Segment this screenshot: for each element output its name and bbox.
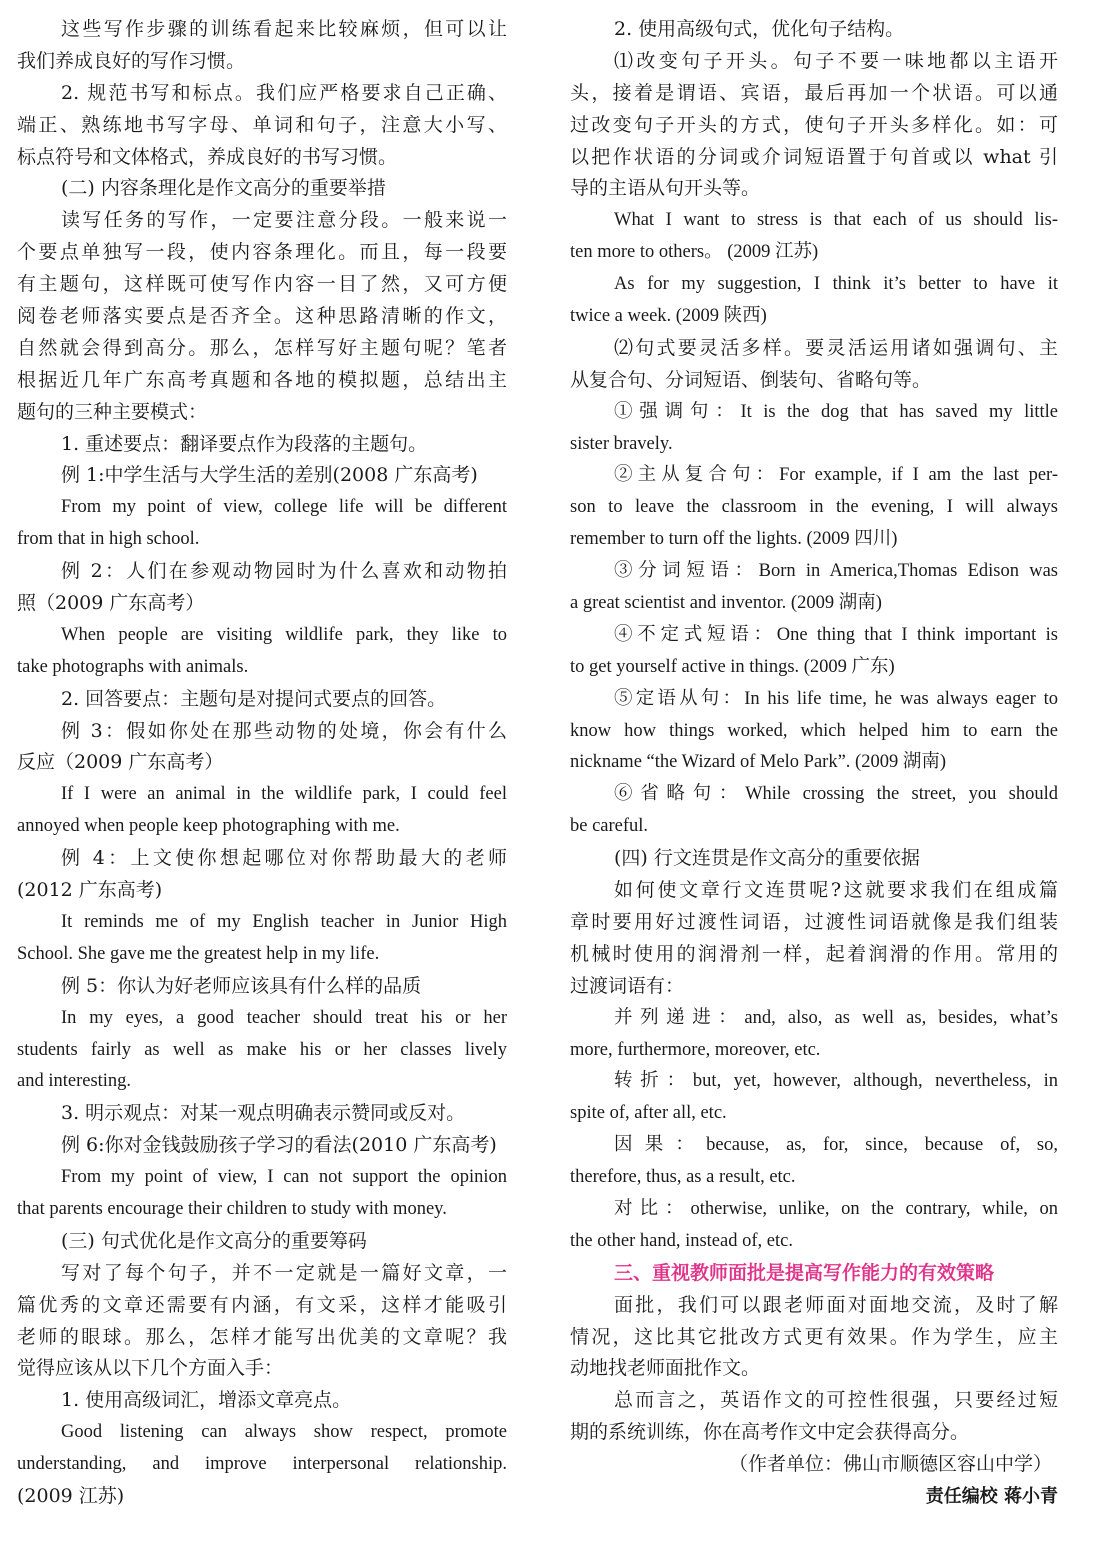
- right-text-line: to get yourself active in things. (2009 广东): [570, 656, 895, 677]
- left-text-line: (三) 句式优化是作文高分的重要筹码: [61, 1229, 367, 1252]
- left-text-line: From my point of view, college life will be different: [61, 497, 507, 518]
- right-text-line: 以把作状语的分词或介词短语置于句首或以 what 引: [570, 145, 1058, 168]
- right-text-line: the other hand, instead of, etc.: [570, 1230, 793, 1251]
- left-text-line: (2012 广东高考): [17, 879, 163, 902]
- right-text-line: spite of, after all, etc.: [570, 1103, 727, 1124]
- left-text-line: 根据近几年广东高考真题和各地的模拟题，总结出主: [17, 368, 507, 391]
- right-text-line: 导的主语从句开头等。: [570, 177, 761, 200]
- right-text-line: son to leave the classroom in the evening, I will always: [570, 497, 1058, 518]
- left-column: [17, 14, 507, 1513]
- right-text-line: (四) 行文连贯是作文高分的重要依据: [614, 847, 920, 870]
- right-text-line: 章时要用好过渡性词语，过渡性词语就像是我们组装: [570, 910, 1058, 933]
- right-text-line: 情况，这比其它批改方式更有效果。作为学生，应主: [570, 1325, 1058, 1348]
- left-text-line: students fairly as well as make his or her classes lively: [17, 1039, 507, 1060]
- left-text-line: 标点符号和文体格式，养成良好的书写习惯。: [17, 145, 398, 168]
- right-text-line: 动地找老师面批作文。: [570, 1357, 761, 1380]
- right-text-line: ten more to others。 (2009 江苏): [570, 242, 819, 263]
- left-text-line: 写对了每个句子，并不一定就是一篇好文章，一: [61, 1261, 507, 1284]
- section-heading: 三、重视教师面批是提高写作能力的有效策略: [614, 1261, 995, 1284]
- left-text-line: 例 1:中学生活与大学生活的差别(2008 广东高考): [61, 464, 478, 487]
- right-text-line: a great scientist and inventor. (2009 湖南): [570, 593, 882, 614]
- right-text-line: 头，接着是谓语、宾语，最后再加一个状语。可以通: [570, 81, 1058, 104]
- left-text-line: 端正、熟练地书写字母、单词和句子，注意大小写、: [17, 113, 507, 136]
- right-text-line: 过渡词语有：: [570, 974, 685, 997]
- left-text-line: 篇优秀的文章还需要有内涵，有文采，这样才能吸引: [17, 1293, 507, 1316]
- right-text-line: ⑤定语从句：In his life time, he was always eager to: [614, 688, 1058, 709]
- right-text-line: 面批，我们可以跟老师面对面地交流，及时了解: [614, 1293, 1058, 1316]
- right-text-line: 机械时使用的润滑剂一样，起着润滑的作用。常用的: [570, 942, 1058, 965]
- left-text-line: take photographs with animals.: [17, 656, 249, 677]
- left-text-line: annoyed when people keep photographing with me.: [17, 816, 400, 837]
- left-text-line: that parents encourage their children to study with money.: [17, 1198, 447, 1219]
- right-text-line: be careful.: [570, 816, 649, 837]
- left-text-line: From my point of view, I can not support the opinion: [61, 1167, 507, 1188]
- right-text-line: 2. 使用高级句式，优化句子结构。: [614, 18, 905, 40]
- left-text-line: 例 3：假如你处在那些动物的处境，你会有什么: [61, 719, 507, 742]
- right-text-line: ⑥省略句：While crossing the street, you should: [614, 784, 1058, 805]
- left-text-line: 题句的三种主要模式：: [17, 400, 208, 423]
- right-text-line: ①强调句：It is the dog that has saved my little: [614, 401, 1058, 422]
- left-text-line: 反应（2009 广东高考）: [17, 751, 224, 774]
- right-text-line: 从复合句、分词短语、倒装句、省略句等。: [570, 368, 932, 391]
- right-text-line: ④不定式短语：One thing that I think important is: [614, 624, 1058, 645]
- left-text-line: 这些写作步骤的训练看起来比较麻烦，但可以让: [61, 18, 507, 40]
- right-text-line: ⑴改变句子开头。句子不要一味地都以主语开: [614, 49, 1058, 72]
- right-text-line: What I want to stress is that each of us should lis-: [614, 210, 1058, 231]
- left-text-line: (二) 内容条理化是作文高分的重要举措: [61, 177, 386, 200]
- left-text-line: 老师的眼球。那么，怎样才能写出优美的文章呢？我: [17, 1325, 507, 1348]
- left-text-line: 阅卷老师落实要点是否齐全。这种思路清晰的作文，: [17, 305, 507, 328]
- left-text-line: 1. 重述要点：翻译要点作为段落的主题句。: [61, 432, 428, 455]
- right-text-line: ⑵句式要灵活多样。要灵活运用诸如强调句、主: [614, 336, 1058, 359]
- right-text-line: 总而言之，英语作文的可控性很强，只要经过短: [614, 1389, 1058, 1412]
- right-text-line: therefore, thus, as a result, etc.: [570, 1167, 796, 1188]
- right-text-line: twice a week. (2009 陕西): [570, 306, 767, 327]
- left-text-line: (2009 江苏): [17, 1484, 125, 1507]
- right-text-line: 期的系统训练，你在高考作文中定会获得高分。: [570, 1421, 970, 1444]
- right-text-line: remember to turn off the lights. (2009 四川): [570, 529, 898, 550]
- left-text-line: and interesting.: [17, 1071, 132, 1092]
- right-text-line: sister bravely.: [570, 433, 673, 454]
- left-text-line: If I were an animal in the wildlife park, I could feel: [61, 784, 507, 805]
- left-text-line: understanding, and improve interpersonal relationship.: [17, 1454, 507, 1475]
- right-column: [570, 14, 1058, 1513]
- left-text-line: 照（2009 广东高考）: [17, 592, 205, 615]
- left-text-line: 自然就会得到高分。那么，怎样写好主题句呢？笔者: [17, 336, 507, 359]
- left-text-line: 1. 使用高级词汇，增添文章亮点。: [61, 1389, 352, 1412]
- right-text-line: 因果：because, as, for, since, because of, so,: [614, 1135, 1058, 1156]
- left-text-line: It reminds me of my English teacher in Junior High: [61, 911, 507, 932]
- left-text-line: 我们养成良好的写作习惯。: [17, 49, 246, 72]
- right-text-line: nickname “the Wizard of Melo Park”. (2009 湖南): [570, 752, 946, 773]
- left-text-line: 2. 回答要点：主题句是对提问式要点的回答。: [61, 687, 447, 710]
- left-text-line: 例 5：你认为好老师应该具有什么样的品质: [61, 974, 422, 997]
- left-text-line: 觉得应该从以下几个方面入手：: [17, 1357, 284, 1380]
- left-text-line: 3. 明示观点：对某一观点明确表示赞同或反对。: [61, 1102, 466, 1125]
- left-text-line: 2. 规范书写和标点。我们应严格要求自己正确、: [61, 81, 507, 104]
- right-text-line: ③分词短语：Born in America,Thomas Edison was: [614, 561, 1058, 582]
- left-text-line: 例 4：上文使你想起哪位对你帮助最大的老师: [61, 847, 507, 870]
- right-text-line: 如何使文章行文连贯呢?这就要求我们在组成篇: [614, 879, 1058, 902]
- right-text-line: 过改变句子开头的方式，使句子开头多样化。如：可: [570, 113, 1058, 136]
- right-text-line: more, furthermore, moreover, etc.: [570, 1039, 821, 1060]
- left-text-line: In my eyes, a good teacher should treat his or her: [61, 1007, 507, 1028]
- right-text-line: ②主从复合句：For example, if I am the last per-: [614, 465, 1058, 486]
- right-text-line: 对比：otherwise, unlike, on the contrary, while, on: [614, 1198, 1058, 1219]
- right-text-line: As for my suggestion, I think it’s better to have it: [614, 274, 1058, 295]
- left-text-line: from that in high school.: [17, 529, 200, 550]
- left-text-line: 有主题句，这样既可使写作内容一目了然，又可方便: [17, 273, 507, 296]
- left-text-line: 个要点单独写一段，使内容条理化。而且，每一段要: [17, 241, 507, 264]
- left-text-line: When people are visiting wildlife park, they like to: [61, 624, 507, 645]
- left-text-line: 例 6:你对金钱鼓励孩子学习的看法(2010 广东高考): [61, 1134, 497, 1157]
- right-text-line: 转折：but, yet, however, although, nevertheless, in: [614, 1071, 1058, 1092]
- left-text-line: 例 2：人们在参观动物园时为什么喜欢和动物拍: [61, 560, 507, 583]
- left-text-line: School. She gave me the greatest help in my life.: [17, 943, 380, 964]
- left-text-line: Good listening can always show respect, promote: [61, 1422, 507, 1443]
- left-text-line: 读写任务的写作，一定要注意分段。一般来说一: [61, 209, 507, 232]
- right-text-line: know how things worked, which helped him to earn the: [570, 720, 1058, 741]
- author-affiliation: （作者单位：佛山市顺德区容山中学）: [728, 1453, 1052, 1476]
- right-text-line: 并列递进：and, also, as well as, besides, what’s: [614, 1007, 1058, 1028]
- editor-credit: 责任编校 蒋小青: [925, 1485, 1058, 1507]
